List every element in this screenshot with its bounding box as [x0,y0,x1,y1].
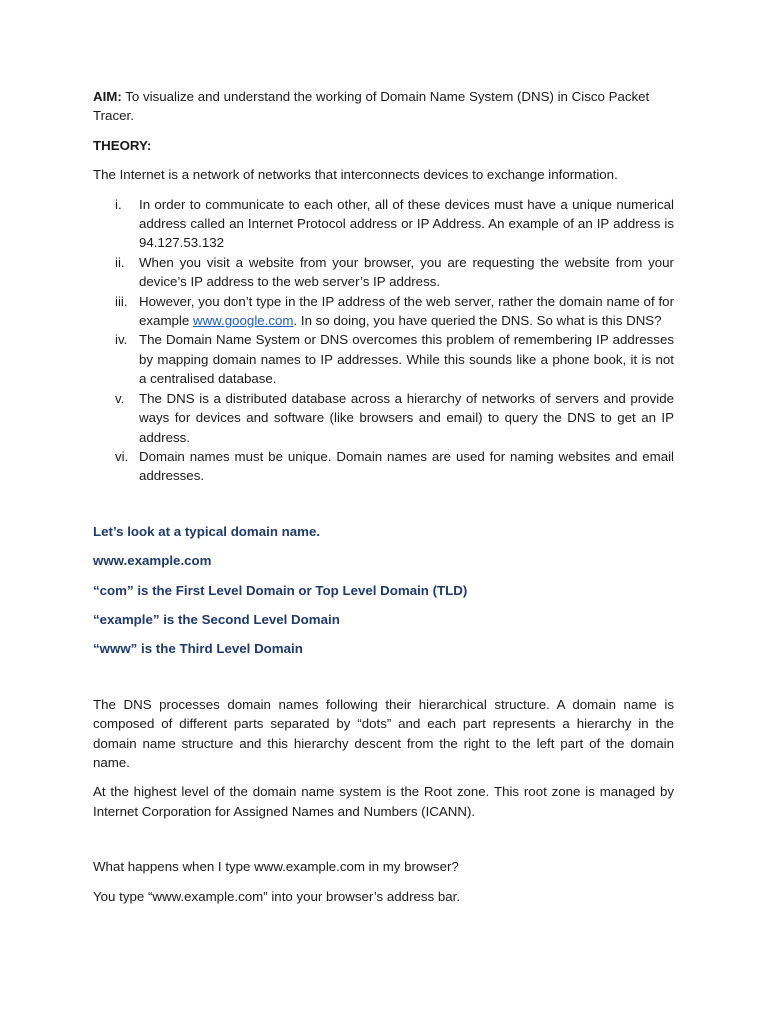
list-item-number: v. [115,390,125,406]
list-item [93,253,674,292]
list-item-number: iii. [115,293,128,309]
spacer [93,669,674,695]
list-item-number: i. [115,196,122,212]
aim-paragraph [93,87,674,126]
answer-paragraph: You type “www.example.com” into your browser’s address bar. [93,888,461,904]
dns-hierarchy-paragraph: The DNS processes domain names following their hierarchical structure. A domain name is composed of different parts separated by “dots” and each part represents a hierarchy in the domain name structure and this hierarchy descent from the right to the left part of the domain name. [93,696,674,770]
domain-example-line: www.example.com [93,553,212,569]
list-item [93,389,674,447]
list-item [93,330,674,388]
list-item-text [139,292,674,331]
theory-heading: THEORY: [93,137,152,153]
list-item [93,195,674,253]
third-level-line: “www” is the Third Level Domain [93,641,303,657]
domain-intro-line: Let’s look at a typical domain name. [93,523,321,539]
list-item [93,292,674,331]
list-item-number: ii. [115,254,125,270]
list-item-text: The Domain Name System or DNS overcomes this problem of remembering IP addresses by mapping domain names to IP addresses. While this sounds like a phone book, it is not a centralised database. [139,332,674,387]
second-level-line: “example” is the Second Level Domain [93,611,340,627]
document-page [93,87,674,916]
list-item-text: When you visit a website from your browser, you are requesting the website from your device’s IP address to the web server’s IP address. [139,254,674,290]
aim-text: To visualize and understand the working of Domain Name System (DNS) in Cisco Packet Tracer. [93,89,650,124]
list-item-number: iv. [115,332,128,348]
list-item-text: In order to communicate to each other, all of these devices must have a unique numerical address called an Internet Protocol address or IP Address. An example of an IP address is 94.127.53.132 [139,196,674,251]
list-item-text-before: However, you don’t type in the IP address of the web server, rather the domain name of for example [139,293,674,329]
tld-line: “com” is the First Level Domain or Top Level Domain (TLD) [93,582,468,598]
theory-list [93,195,674,486]
list-item-text-after: . In so doing, you have queried the DNS. So what is this DNS? [293,313,662,329]
question-paragraph: What happens when I type www.example.com in my browser? [93,859,459,875]
google-link[interactable]: www.google.com [192,313,294,329]
spacer [93,486,674,522]
theory-intro: The Internet is a network of networks that interconnects devices to exchange information. [93,167,618,183]
list-item [93,447,674,486]
aim-label: AIM: [93,89,122,104]
list-item-text: Domain names must be unique. Domain names are used for naming websites and email addresses. [139,448,674,484]
list-item-number: vi. [115,448,129,464]
spacer [93,831,674,857]
root-zone-paragraph: At the highest level of the domain name system is the Root zone. This root zone is managed by Internet Corporation for Assigned Names and Numbers (ICANN). [93,784,674,819]
list-item-text: The DNS is a distributed database across a hierarchy of networks of servers and provide ways for devices and software (like browsers and email) to query the DNS to get an IP address. [139,390,674,445]
